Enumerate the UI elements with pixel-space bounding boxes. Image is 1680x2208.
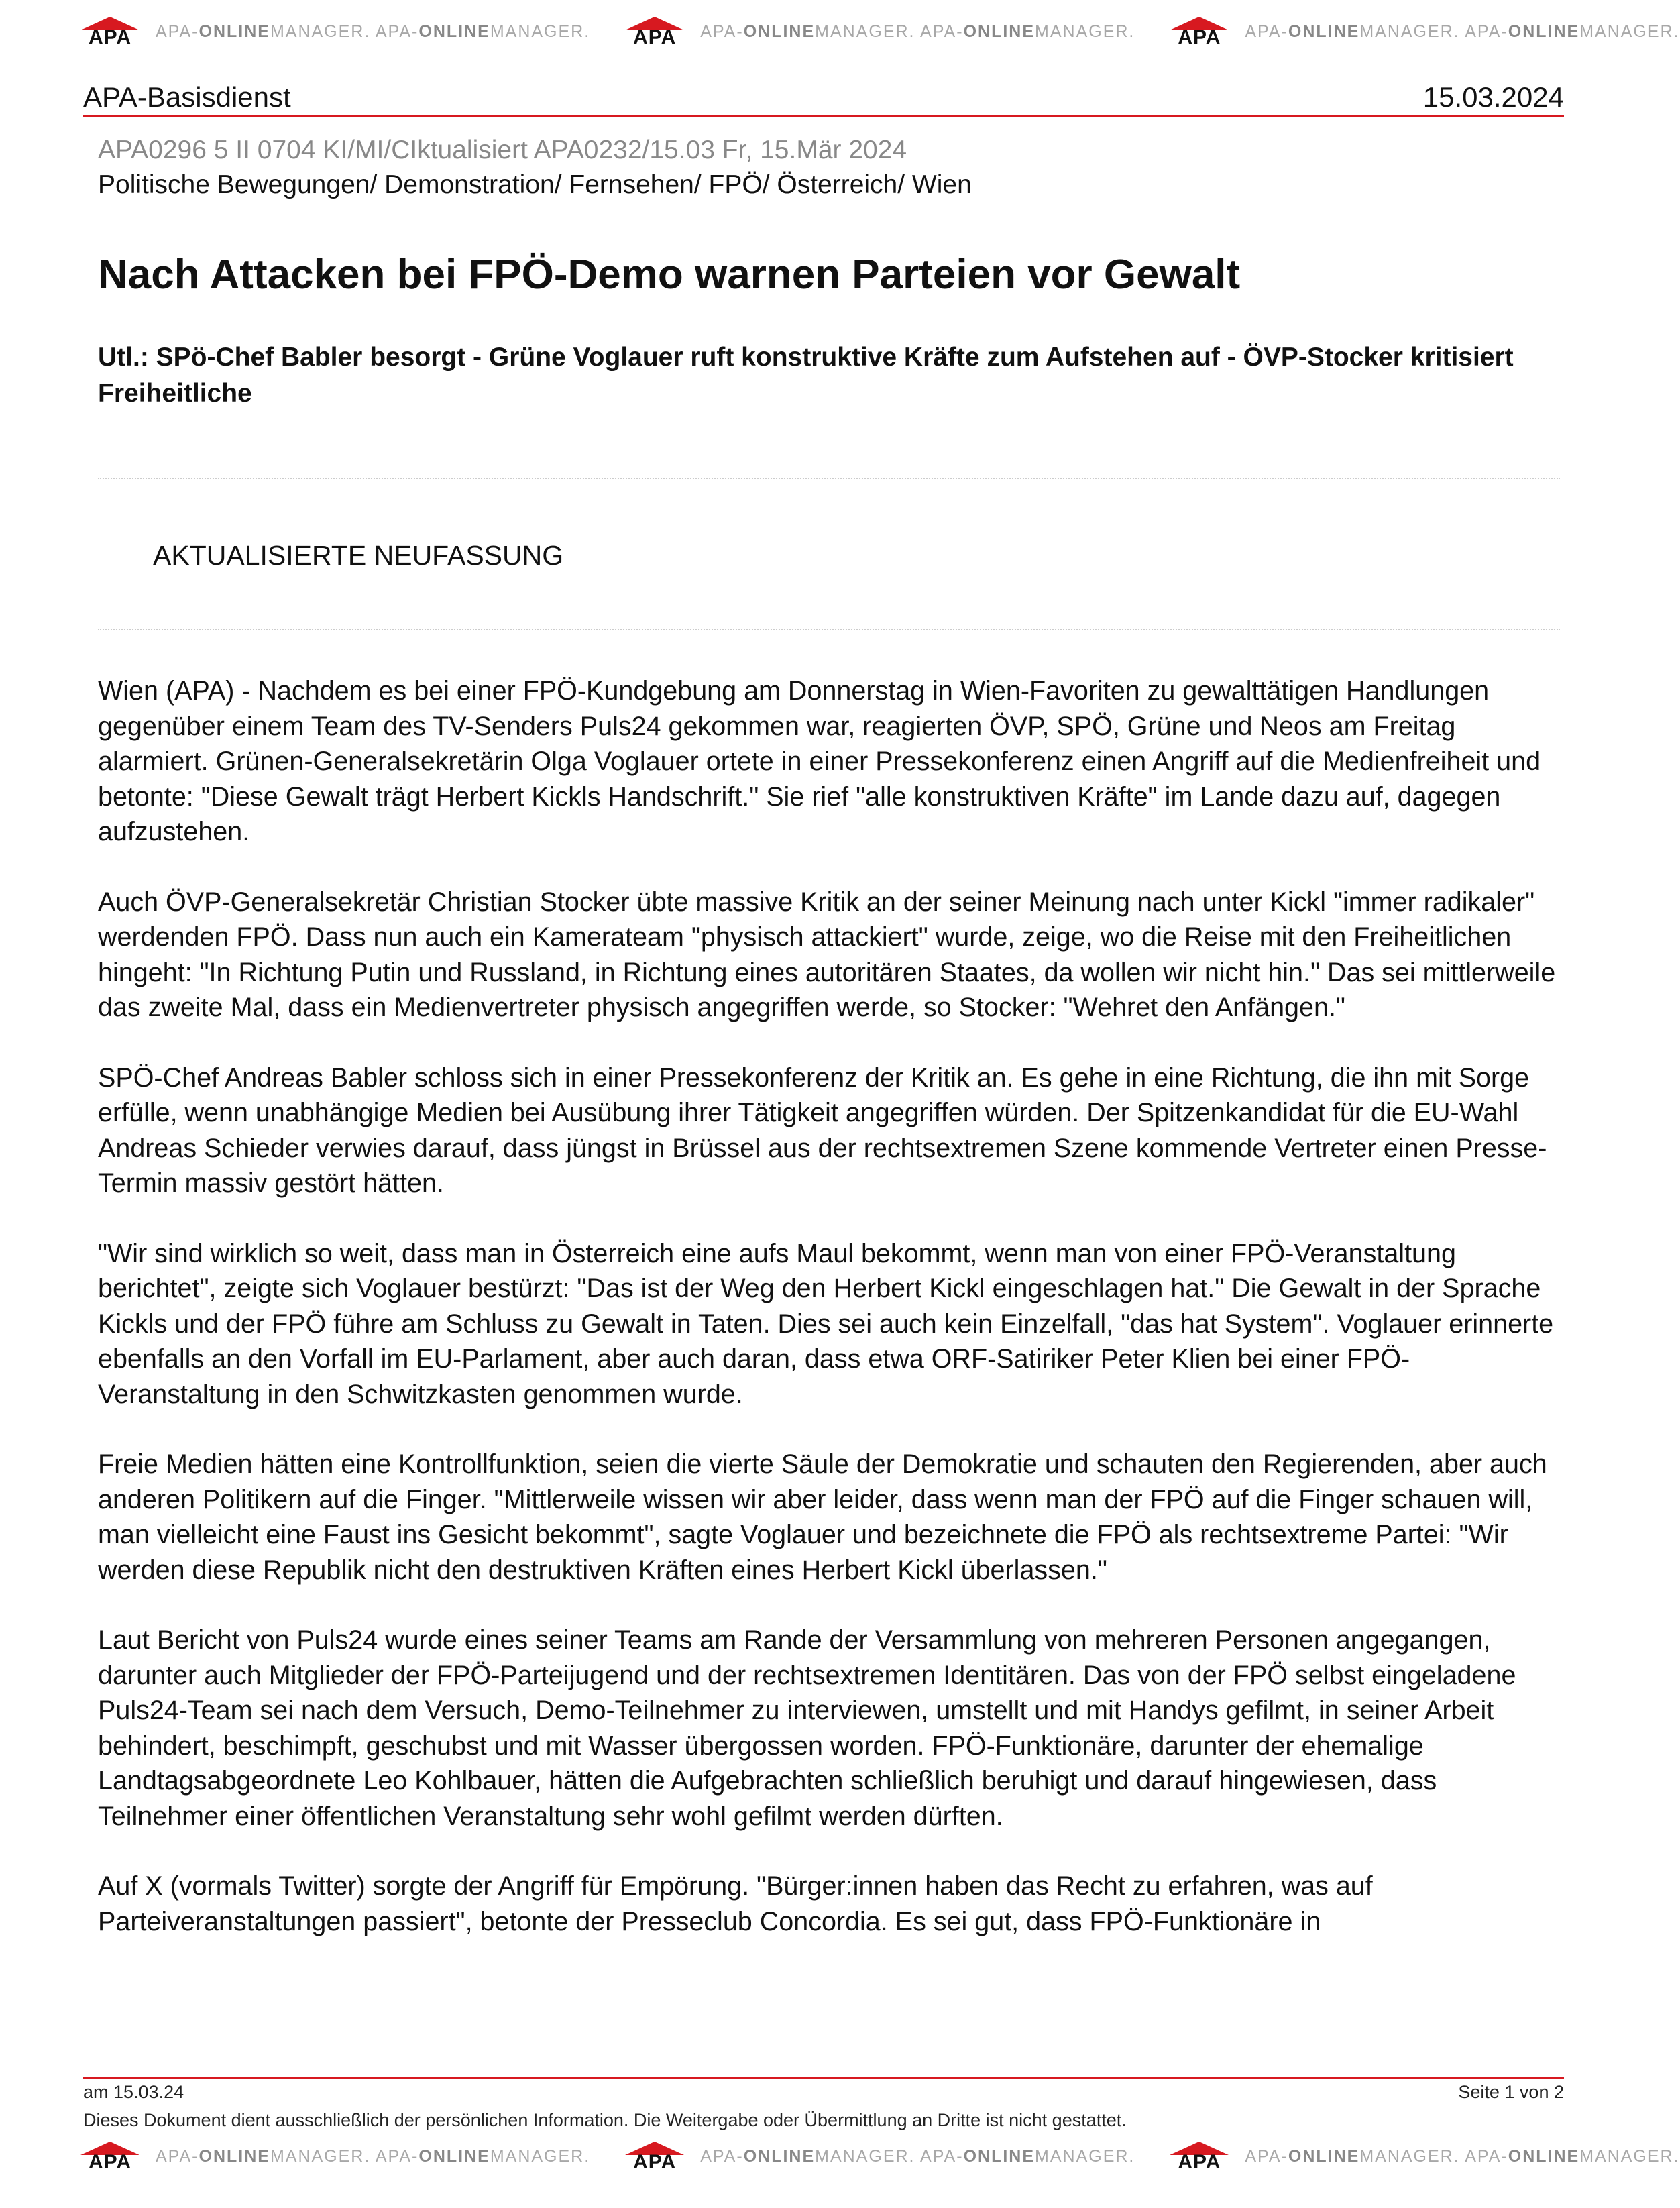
article-reference: APA0296 5 II 0704 KI/MI/CIktualisiert APA0232/15.03 Fr, 15.Mär 2024: [98, 135, 907, 164]
paragraph: Wien (APA) - Nachdem es bei einer FPÖ-Kundgebung am Donnerstag in Wien-Favoriten zu gewalttätigen Handlungen gegenüber einem Team des TV-Senders Puls24 gekommen war, reagierten ÖVP, SPÖ, Grüne und Neos am Freitag alarmiert. Grünen-Generalsekretärin Olga Voglauer ortete in einer Pressekonferenz einen Angriff auf die Medienfreiheit und betonte: "Diese Gewalt trägt Herbert Kickls Handschrift." Sie rief "alle konstruktiven Kräfte" im Lande dazu auf, dagegen aufzustehen.: [98, 676, 1541, 846]
apa-logo: APA: [1170, 17, 1229, 46]
brand-unit: [80, 17, 590, 46]
article-body: [98, 673, 1560, 2099]
brand-watermark-text: APA-ONLINEMANAGER. APA-ONLINEMANAGER.: [156, 21, 591, 41]
brand-watermark-text: APA-ONLINEMANAGER. APA-ONLINEMANAGER.: [700, 21, 1135, 41]
paragraph: SPÖ-Chef Andreas Babler schloss sich in einer Pressekonferenz der Kritik an. Es gehe in eine Richtung, die ihn mit Sorge erfülle, wenn unabhängige Medien bei Ausübung ihrer Tätigkeit angegriffen würden. Der Spitzenkandidat für die EU-Wahl Andreas Schieder verwies darauf, dass jüngst in Brüssel aus der rechtsextremen Szene kommende Vertreter einen Presse-Termin massiv gestört hätten.: [98, 1062, 1547, 1198]
apa-logo: APA: [80, 2142, 139, 2171]
paragraph: Freie Medien hätten eine Kontrollfunktion, seien die vierte Säule der Demokratie und schauten den Regierenden, aber auch anderen Politikern auf die Finger. "Mittlerweile wissen wir aber leider, dass wenn man der FPÖ auf die Finger schauen will, man vielleicht eine Faust ins Gesicht bekommt", sagte Voglauer und bezeichnete die FPÖ als rechtsextreme Partei: "Wir werden diese Republik nicht den destruktiven Kräften eines Herbert Kickl überlassen.": [98, 1449, 1547, 1585]
paragraph: Auf X (vormals Twitter) sorgte der Angriff für Empörung. "Bürger:innen haben das Recht zu erfahren, was auf Parteiveranstaltungen passiert", betonte der Presseclub Concordia. Es sei gut, dass FPÖ-Funktionäre in: [98, 1871, 1373, 1936]
brand-watermark-text: APA-ONLINEMANAGER. APA-ONLINEMANAGER.: [1245, 21, 1680, 41]
paragraph: "Wir sind wirklich so weit, dass man in Österreich eine aufs Maul bekommt, wenn man von einer FPÖ-Veranstaltung berichtet", zeigte sich Voglauer bestürzt: "Das ist der Weg den Herbert Kickl eingeschlagen hat." Die Gewalt in der Sprache Kickls und der FPÖ führe am Schluss zu Gewalt in Taten. Dies sei auch kein Einzelfall, "das hat System". Voglauer erinnerte ebenfalls an den Vorfall im EU-Parlament, aber auch daran, dass etwa ORF-Satiriker Peter Klien bei einer FPÖ-Veranstaltung in den Schwitzkasten genommen wurde.: [98, 1238, 1554, 1409]
article-tags: Politische Bewegungen/ Demonstration/ Fernsehen/ FPÖ/ Österreich/ Wien: [98, 170, 972, 199]
brand-watermark-text: APA-ONLINEMANAGER. APA-ONLINEMANAGER.: [700, 2146, 1135, 2166]
paragraph: Auch ÖVP-Generalsekretär Christian Stocker übte massive Kritik an der seiner Meinung nach unter Kickl "immer radikaler" werdenden FPÖ. Dass nun auch ein Kamerateam "physisch attackiert" wurde, zeige, wo die Reise mit den Freiheitlichen hingeht: "In Richtung Putin und Russland, in Richtung eines autoritären Staates, da wollen wir nicht hin." Das sei mittlerweile das zweite Mal, dass ein Medienvertreter physisch angegriffen werde, so Stocker: "Wehret den Anfängen.": [98, 887, 1556, 1022]
brand-unit: [80, 2142, 590, 2171]
header-date: 15.03.2024: [1422, 81, 1564, 113]
footer-divider: [83, 2077, 1564, 2079]
apa-logo: APA: [625, 2142, 684, 2171]
footer-disclaimer: Dieses Dokument dient ausschließlich der persönlichen Information. Die Weitergabe oder Übermittlung an Dritte ist nicht gestattet.: [83, 2110, 1127, 2130]
brand-unit: [625, 2142, 1135, 2171]
brand-watermark-text: APA-ONLINEMANAGER. APA-ONLINEMANAGER.: [1245, 2146, 1680, 2166]
apa-logo: APA: [625, 17, 684, 46]
article: [98, 133, 1560, 2099]
divider: [98, 629, 1560, 630]
brand-strip-bottom: [80, 2140, 1680, 2173]
brand-unit: [625, 17, 1135, 46]
page-header: [83, 79, 1564, 117]
brand-watermark-text: APA-ONLINEMANAGER. APA-ONLINEMANAGER.: [156, 2146, 591, 2166]
article-subheadline: Utl.: SPö-Chef Babler besorgt - Grüne Voglauer ruft konstruktive Kräfte zum Aufstehen auf - ÖVP-Stocker kritisiert Freiheitliche: [98, 343, 1514, 408]
article-headline: Nach Attacken bei FPÖ-Demo warnen Parteien vor Gewalt: [98, 252, 1241, 298]
footer: [83, 2082, 1564, 2103]
divider: [98, 478, 1560, 479]
brand-unit: [1170, 2142, 1679, 2171]
paragraph: Laut Bericht von Puls24 wurde eines seiner Teams am Rande der Versammlung von mehreren Personen angegangen, darunter auch Mitglieder der FPÖ-Parteijugend und der rechtsextremen Identitären. Das von der FPÖ selbst eingeladene Puls24-Team sei nach dem Versuch, Demo-Teilnehmer zu interviewen, umstellt und mit Handys gefilmt, in seiner Arbeit behindert, beschimpft, geschubst und mit Wasser übergossen worden. FPÖ-Funktionäre, darunter der ehemalige Landtagsabgeordnete Leo Kohlbauer, hätten die Aufgebrachten schließlich beruhigt und darauf hingewiesen, dass Teilnehmer einer öffentlichen Veranstaltung sehr wohl gefilmt werden dürften.: [98, 1625, 1516, 1831]
brand-strip-top: [80, 15, 1680, 48]
apa-logo: APA: [80, 17, 139, 46]
update-label: AKTUALISIERTE NEUFASSUNG: [153, 540, 564, 571]
page-number: Seite 1 von 2: [1458, 2082, 1564, 2102]
brand-unit: [1170, 17, 1679, 46]
service-name: APA-Basisdienst: [83, 81, 291, 113]
footer-date: am 15.03.24: [83, 2082, 184, 2102]
apa-logo: APA: [1170, 2142, 1229, 2171]
